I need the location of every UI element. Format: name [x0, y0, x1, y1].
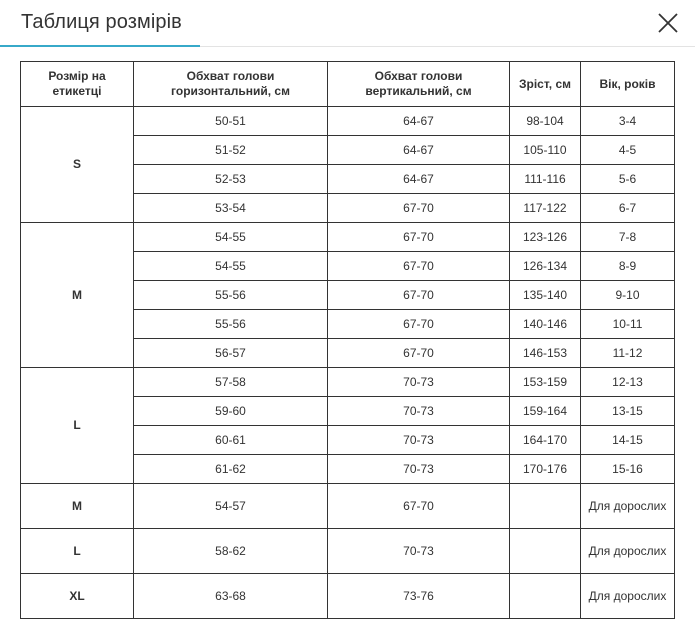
cell-age: 14-15 — [581, 426, 675, 455]
cell-age: 3-4 — [581, 107, 675, 136]
cell-size: L — [21, 368, 134, 484]
cell-size: M — [21, 484, 134, 529]
cell-age: 11-12 — [581, 339, 675, 368]
cell-head-vertical: 67-70 — [328, 484, 510, 529]
cell-head-vertical: 67-70 — [328, 310, 510, 339]
table-row — [21, 484, 675, 529]
cell-head-vertical: 67-70 — [328, 194, 510, 223]
cell-head-vertical: 73-76 — [328, 574, 510, 619]
cell-age: 10-11 — [581, 310, 675, 339]
cell-head-vertical: 70-73 — [328, 529, 510, 574]
cell-height — [510, 574, 581, 619]
cell-head-horizontal: 55-56 — [134, 281, 328, 310]
cell-head-horizontal: 55-56 — [134, 310, 328, 339]
cell-age: 5-6 — [581, 165, 675, 194]
table-body — [21, 107, 675, 619]
table-row — [21, 107, 675, 136]
modal-title: Таблиця розмірів — [21, 11, 182, 33]
cell-height: 140-146 — [510, 310, 581, 339]
cell-age: 9-10 — [581, 281, 675, 310]
cell-age: Для дорослих — [581, 484, 675, 529]
cell-size: S — [21, 107, 134, 223]
cell-head-vertical: 70-73 — [328, 426, 510, 455]
cell-head-vertical: 67-70 — [328, 339, 510, 368]
cell-head-vertical: 70-73 — [328, 455, 510, 484]
cell-head-vertical: 64-67 — [328, 165, 510, 194]
cell-head-horizontal: 56-57 — [134, 339, 328, 368]
cell-size: L — [21, 529, 134, 574]
close-button[interactable] — [657, 12, 679, 34]
cell-age: 13-15 — [581, 397, 675, 426]
cell-head-horizontal: 63-68 — [134, 574, 328, 619]
size-table — [20, 61, 675, 619]
header-height: Зріст, см — [510, 62, 581, 107]
cell-age: 15-16 — [581, 455, 675, 484]
table-header-row — [21, 62, 675, 107]
modal-header — [0, 0, 695, 48]
cell-height: 117-122 — [510, 194, 581, 223]
cell-age: 8-9 — [581, 252, 675, 281]
cell-height: 164-170 — [510, 426, 581, 455]
cell-height: 126-134 — [510, 252, 581, 281]
cell-age: Для дорослих — [581, 574, 675, 619]
cell-size: XL — [21, 574, 134, 619]
cell-head-horizontal: 54-55 — [134, 223, 328, 252]
cell-head-horizontal: 54-57 — [134, 484, 328, 529]
table-row — [21, 529, 675, 574]
cell-height — [510, 484, 581, 529]
cell-head-horizontal: 61-62 — [134, 455, 328, 484]
cell-head-vertical: 64-67 — [328, 107, 510, 136]
cell-height: 170-176 — [510, 455, 581, 484]
cell-height: 153-159 — [510, 368, 581, 397]
cell-height: 146-153 — [510, 339, 581, 368]
cell-age: 6-7 — [581, 194, 675, 223]
cell-head-vertical: 67-70 — [328, 281, 510, 310]
cell-head-vertical: 70-73 — [328, 368, 510, 397]
cell-age: Для дорослих — [581, 529, 675, 574]
cell-head-horizontal: 50-51 — [134, 107, 328, 136]
cell-head-horizontal: 53-54 — [134, 194, 328, 223]
header-head-horizontal: Обхват голови горизонтальний, см — [134, 62, 328, 107]
cell-height: 135-140 — [510, 281, 581, 310]
cell-size: M — [21, 223, 134, 368]
header-age: Вік, років — [581, 62, 675, 107]
cell-height: 123-126 — [510, 223, 581, 252]
header-size: Розмір на етикетці — [21, 62, 134, 107]
cell-head-vertical: 67-70 — [328, 223, 510, 252]
table-row — [21, 223, 675, 252]
cell-age: 4-5 — [581, 136, 675, 165]
close-icon — [657, 12, 679, 34]
cell-head-vertical: 70-73 — [328, 397, 510, 426]
cell-height: 111-116 — [510, 165, 581, 194]
cell-head-horizontal: 59-60 — [134, 397, 328, 426]
cell-head-horizontal: 57-58 — [134, 368, 328, 397]
cell-head-vertical: 64-67 — [328, 136, 510, 165]
cell-height: 98-104 — [510, 107, 581, 136]
cell-head-horizontal: 51-52 — [134, 136, 328, 165]
cell-head-horizontal: 60-61 — [134, 426, 328, 455]
table-row — [21, 574, 675, 619]
cell-head-horizontal: 52-53 — [134, 165, 328, 194]
cell-height: 105-110 — [510, 136, 581, 165]
cell-head-horizontal: 54-55 — [134, 252, 328, 281]
cell-age: 12-13 — [581, 368, 675, 397]
cell-height: 159-164 — [510, 397, 581, 426]
cell-head-vertical: 67-70 — [328, 252, 510, 281]
cell-height — [510, 529, 581, 574]
header-head-vertical: Обхват голови вертикальний, см — [328, 62, 510, 107]
title-underline-accent — [0, 45, 200, 47]
cell-age: 7-8 — [581, 223, 675, 252]
cell-head-horizontal: 58-62 — [134, 529, 328, 574]
table-row — [21, 368, 675, 397]
